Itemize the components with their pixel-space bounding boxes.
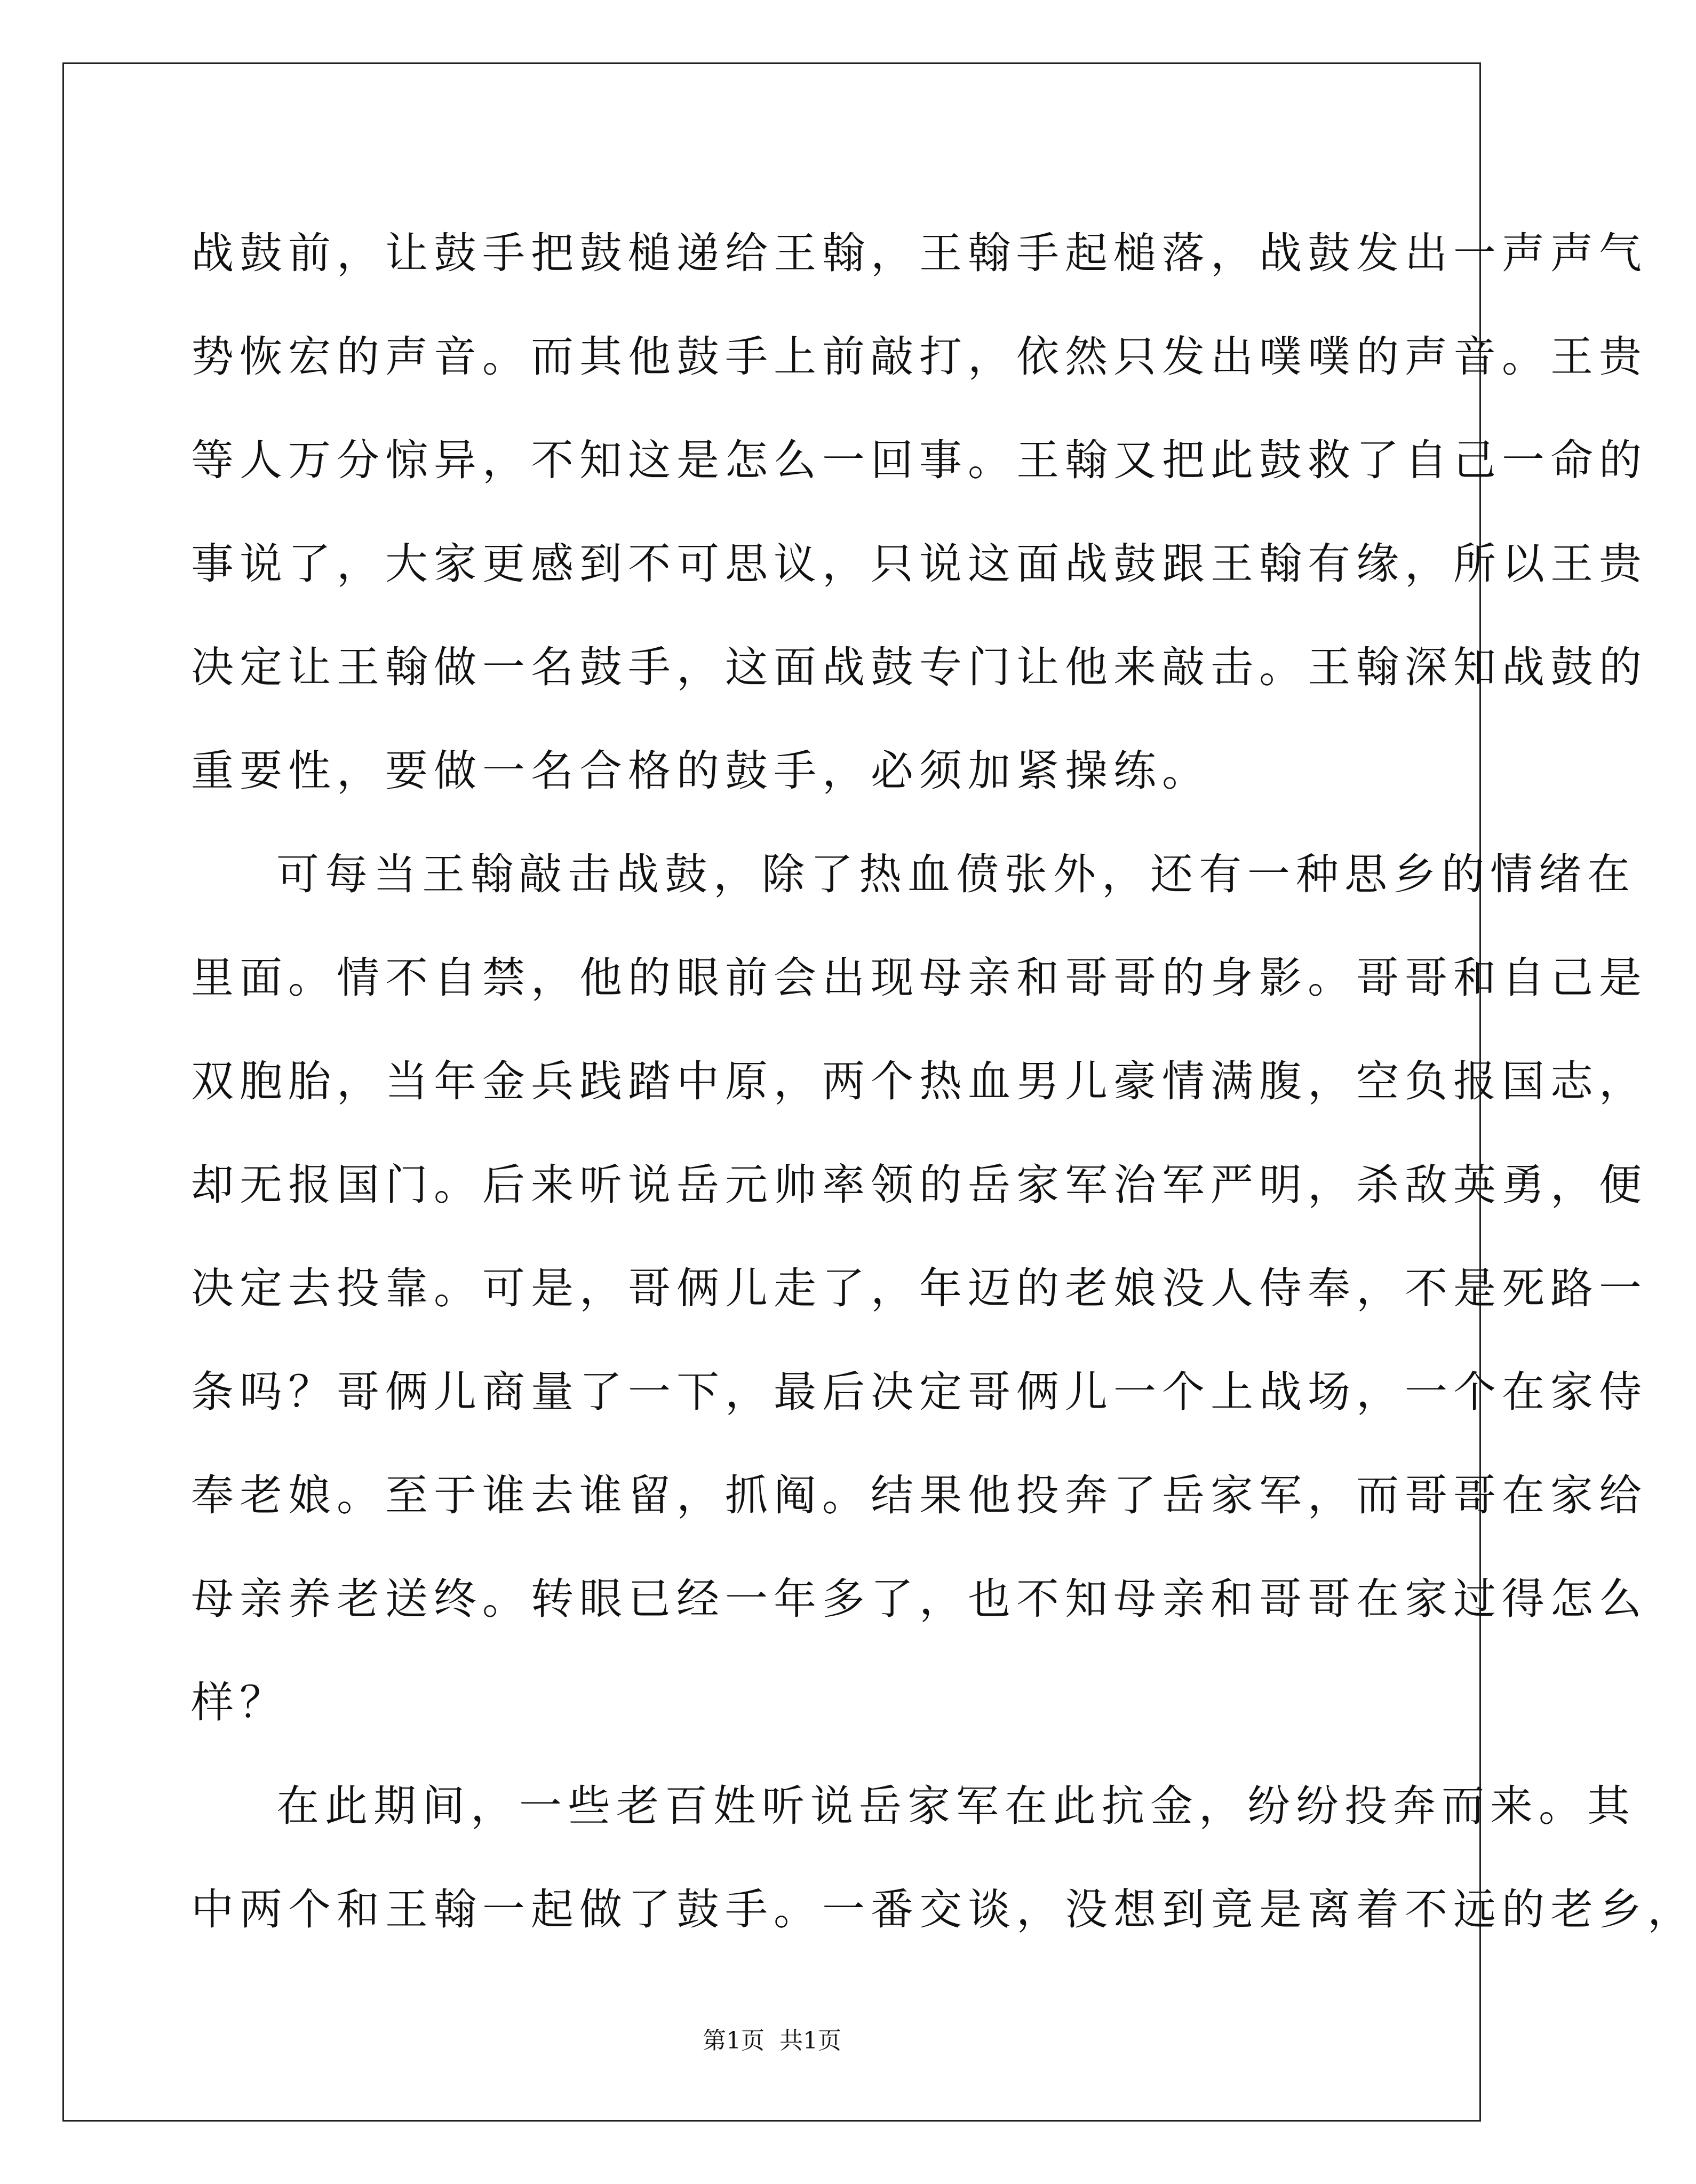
text-line: 母亲养老送终。转眼已经一年多了，也不知母亲和哥哥在家过得怎么 [191, 1574, 1647, 1624]
page-footer: 第1页 共1页 [703, 2027, 841, 2054]
text-line: 重要性，要做一名合格的鼓手，必须加紧操练。 [191, 746, 1211, 796]
text-line: 条吗？哥俩儿商量了一下，最后决定哥俩儿一个上战场，一个在家侍 [191, 1367, 1647, 1417]
text-line: 却无报国门。后来听说岳元帅率领的岳家军治军严明，杀敌英勇，便 [191, 1160, 1647, 1210]
text-line-paragraph-start: 可每当王翰敲击战鼓，除了热血偾张外，还有一种思乡的情绪在 [276, 849, 1636, 899]
text-line: 事说了，大家更感到不可思议，只说这面战鼓跟王翰有缘，所以王贵 [191, 539, 1647, 589]
text-line-paragraph-start: 在此期间，一些老百姓听说岳家军在此抗金，纷纷投奔而来。其 [276, 1781, 1636, 1831]
text-line: 双胞胎，当年金兵践踏中原，两个热血男儿豪情满腹，空负报国志， [191, 1057, 1647, 1106]
text-line: 奉老娘。至于谁去谁留，抓阄。结果他投奔了岳家军，而哥哥在家给 [191, 1471, 1647, 1520]
text-line: 样？ [191, 1678, 288, 1727]
document-body [191, 202, 1696, 1961]
text-line: 决定去投靠。可是，哥俩儿走了，年迈的老娘没人侍奉，不是死路一 [191, 1264, 1647, 1313]
text-line: 等人万分惊异，不知这是怎么一回事。王翰又把此鼓救了自己一命的 [191, 435, 1647, 485]
text-line: 中两个和王翰一起做了鼓手。一番交谈，没想到竟是离着不远的老乡， [191, 1885, 1696, 1934]
text-line: 势恢宏的声音。而其他鼓手上前敲打，依然只发出噗噗的声音。王贵 [191, 332, 1647, 382]
text-line: 决定让王翰做一名鼓手，这面战鼓专门让他来敲击。王翰深知战鼓的 [191, 642, 1647, 692]
text-line: 里面。情不自禁，他的眼前会出现母亲和哥哥的身影。哥哥和自己是 [191, 953, 1647, 1003]
text-line: 战鼓前，让鼓手把鼓槌递给王翰，王翰手起槌落，战鼓发出一声声气 [191, 228, 1647, 278]
